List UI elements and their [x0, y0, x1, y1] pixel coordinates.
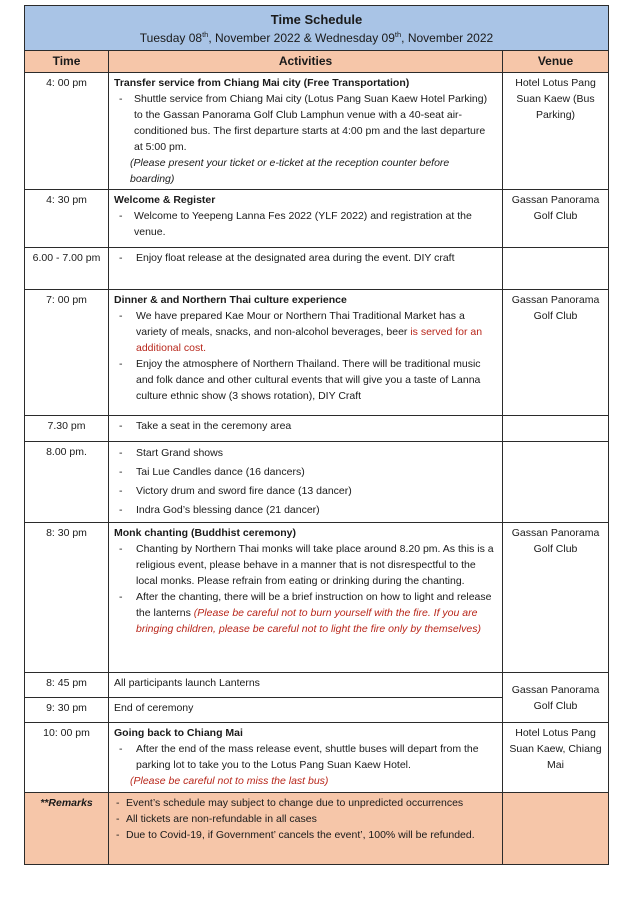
bullet-text: After the chanting, there will be a brief instruction on how to light and release the lanterns: [136, 591, 492, 619]
time-cell: 7: 00 pm: [25, 290, 109, 416]
table-row: [25, 442, 609, 523]
list-item: - Shuttle service from Chiang Mai city (Lotus Pang Suan Kaew Hotel Parking) to the Gassan Panorama Golf Club Lamphun venue with a 40-seat air-conditioned bus. The first departure starts at 4:00 pm and the last departure at 5:00 pm.: [114, 91, 496, 155]
bullet-highlight: is served for an additional cost.: [136, 326, 483, 354]
schedule-document: [24, 5, 608, 865]
activity-cell: [109, 190, 503, 248]
activities-column-header: Activities: [109, 51, 503, 73]
remarks-list: [114, 795, 496, 843]
list-item: - Take a seat in the ceremony area: [114, 418, 496, 434]
venue-column-header: Venue: [503, 51, 609, 73]
list-item: - Indra God’s blessing dance (21 dancer): [114, 501, 496, 520]
table-row: [25, 248, 609, 290]
venue-cell: Gassan Panorama Golf Club: [503, 190, 609, 248]
time-cell: 8: 30 pm: [25, 523, 109, 673]
time-cell: 4: 30 pm: [25, 190, 109, 248]
venue-cell: Hotel Lotus Pang Suan Kaew, Chiang Mai: [503, 723, 609, 793]
table-row: [25, 73, 609, 190]
table-row: [25, 673, 609, 698]
activity-bullets: [114, 541, 496, 637]
venue-cell: [503, 416, 609, 442]
title-row: [25, 6, 609, 51]
activity-bullets: [114, 741, 496, 773]
venue-cell: Gassan Panorama Golf Club: [503, 290, 609, 416]
title-cell: [25, 6, 609, 51]
subtitle-sup-2: th: [394, 30, 402, 39]
list-item: - Enjoy float release at the designated area during the event. DIY craft: [114, 250, 496, 266]
venue-cell: Hotel Lotus Pang Suan Kaew (Bus Parking): [503, 73, 609, 190]
list-item: - Enjoy the atmosphere of Northern Thailand. There will be traditional music and folk dance and other cultural events that will give you a taste of Lanna culture ethnic show (3 shows rotation), DIY Craft: [114, 356, 496, 404]
activity-note: (Please be careful not to miss the last bus): [130, 775, 329, 787]
time-cell: 10: 00 pm: [25, 723, 109, 793]
table-row: [25, 523, 609, 673]
venue-cell: [503, 248, 609, 290]
remarks-cell: [109, 793, 503, 865]
list-item: - Welcome to Yeepeng Lanna Fes 2022 (YLF 2022) and registration at the venue.: [114, 208, 496, 240]
activity-bullets: [114, 250, 496, 266]
subtitle-part-3: , November 2022: [401, 31, 494, 45]
activity-title: Going back to Chiang Mai: [114, 727, 243, 739]
remarks-label: **Remarks: [40, 797, 93, 809]
activity-title: Transfer service from Chiang Mai city (Free Transportation): [114, 77, 410, 89]
activity-bullets: [114, 418, 496, 434]
time-cell: 8: 45 pm: [25, 673, 109, 698]
venue-cell: [503, 442, 609, 523]
activity-bullets: [114, 308, 496, 404]
table-row: [25, 723, 609, 793]
activity-cell: [109, 290, 503, 416]
activity-cell: [109, 442, 503, 523]
activity-bullets: [114, 208, 496, 240]
activity-cell: [109, 73, 503, 190]
activity-cell: [109, 523, 503, 673]
activity-title: Monk chanting (Buddhist ceremony): [114, 527, 297, 539]
header-row: [25, 51, 609, 73]
activity-cell: [109, 248, 503, 290]
activity-title: Welcome & Register: [114, 194, 216, 206]
time-cell: 4: 00 pm: [25, 73, 109, 190]
schedule-table: [24, 5, 609, 865]
list-item: - Chanting by Northern Thai monks will take place around 8.20 pm. As this is a religious event, please behave in a manner that is not disrespectful to the local monks. Please refrain from eating or drinking during the chanting.: [114, 541, 496, 589]
list-item: - Due to Covid-19, if Government’ cancels the event’, 100% will be refunded.: [114, 827, 496, 843]
list-item: - Event’s schedule may subject to change due to unpredicted occurrences: [114, 795, 496, 811]
remarks-venue-cell: [503, 793, 609, 865]
subtitle-part-2: , November 2022 & Wednesday 09: [208, 31, 395, 45]
list-item: - Start Grand shows: [114, 444, 496, 463]
table-row: [25, 190, 609, 248]
activity-title: Dinner & and Northern Thai culture experience: [114, 294, 347, 306]
date-subtitle: [29, 29, 604, 47]
activity-cell: [109, 416, 503, 442]
remarks-row: [25, 793, 609, 865]
venue-cell: Gassan Panorama Golf Club: [503, 673, 609, 723]
bullet-text: We have prepared Kae Mour or Northern Thai Traditional Market has a variety of meals, snacks, and non-alcohol beverages, beer: [136, 310, 465, 338]
activity-cell: End of ceremony: [109, 698, 503, 723]
time-cell: 9: 30 pm: [25, 698, 109, 723]
table-row: [25, 290, 609, 416]
activity-bullets: [114, 444, 496, 520]
activity-cell: All participants launch Lanterns: [109, 673, 503, 698]
remarks-label-cell: [25, 793, 109, 865]
list-item: - Victory drum and sword fire dance (13 dancer): [114, 482, 496, 501]
subtitle-part-1: Tuesday 08: [139, 31, 203, 45]
subtitle-sup-1: th: [202, 30, 209, 39]
time-column-header: Time: [25, 51, 109, 73]
table-row: [25, 416, 609, 442]
list-item: [114, 589, 496, 637]
time-cell: 8.00 pm.: [25, 442, 109, 523]
time-cell: 6.00 - 7.00 pm: [25, 248, 109, 290]
bullet-warning: (Please be careful not to burn yourself with the fire. If you are bringing children, please be careful not to light the fire only by themselves): [136, 607, 481, 635]
time-cell: 7.30 pm: [25, 416, 109, 442]
list-item: - All tickets are non-refundable in all cases: [114, 811, 496, 827]
page-title: Time Schedule: [270, 12, 363, 27]
activity-cell: [109, 723, 503, 793]
venue-cell: Gassan Panorama Golf Club: [503, 523, 609, 673]
activity-note: (Please present your ticket or e-ticket at the reception counter before boarding): [130, 157, 450, 185]
list-item: - After the end of the mass release event, shuttle buses will depart from the parking lot to take you to the Lotus Pang Suan Kaew Hotel.: [114, 741, 496, 773]
activity-bullets: [114, 91, 496, 155]
list-item: - Tai Lue Candles dance (16 dancers): [114, 463, 496, 482]
list-item: [114, 308, 496, 356]
